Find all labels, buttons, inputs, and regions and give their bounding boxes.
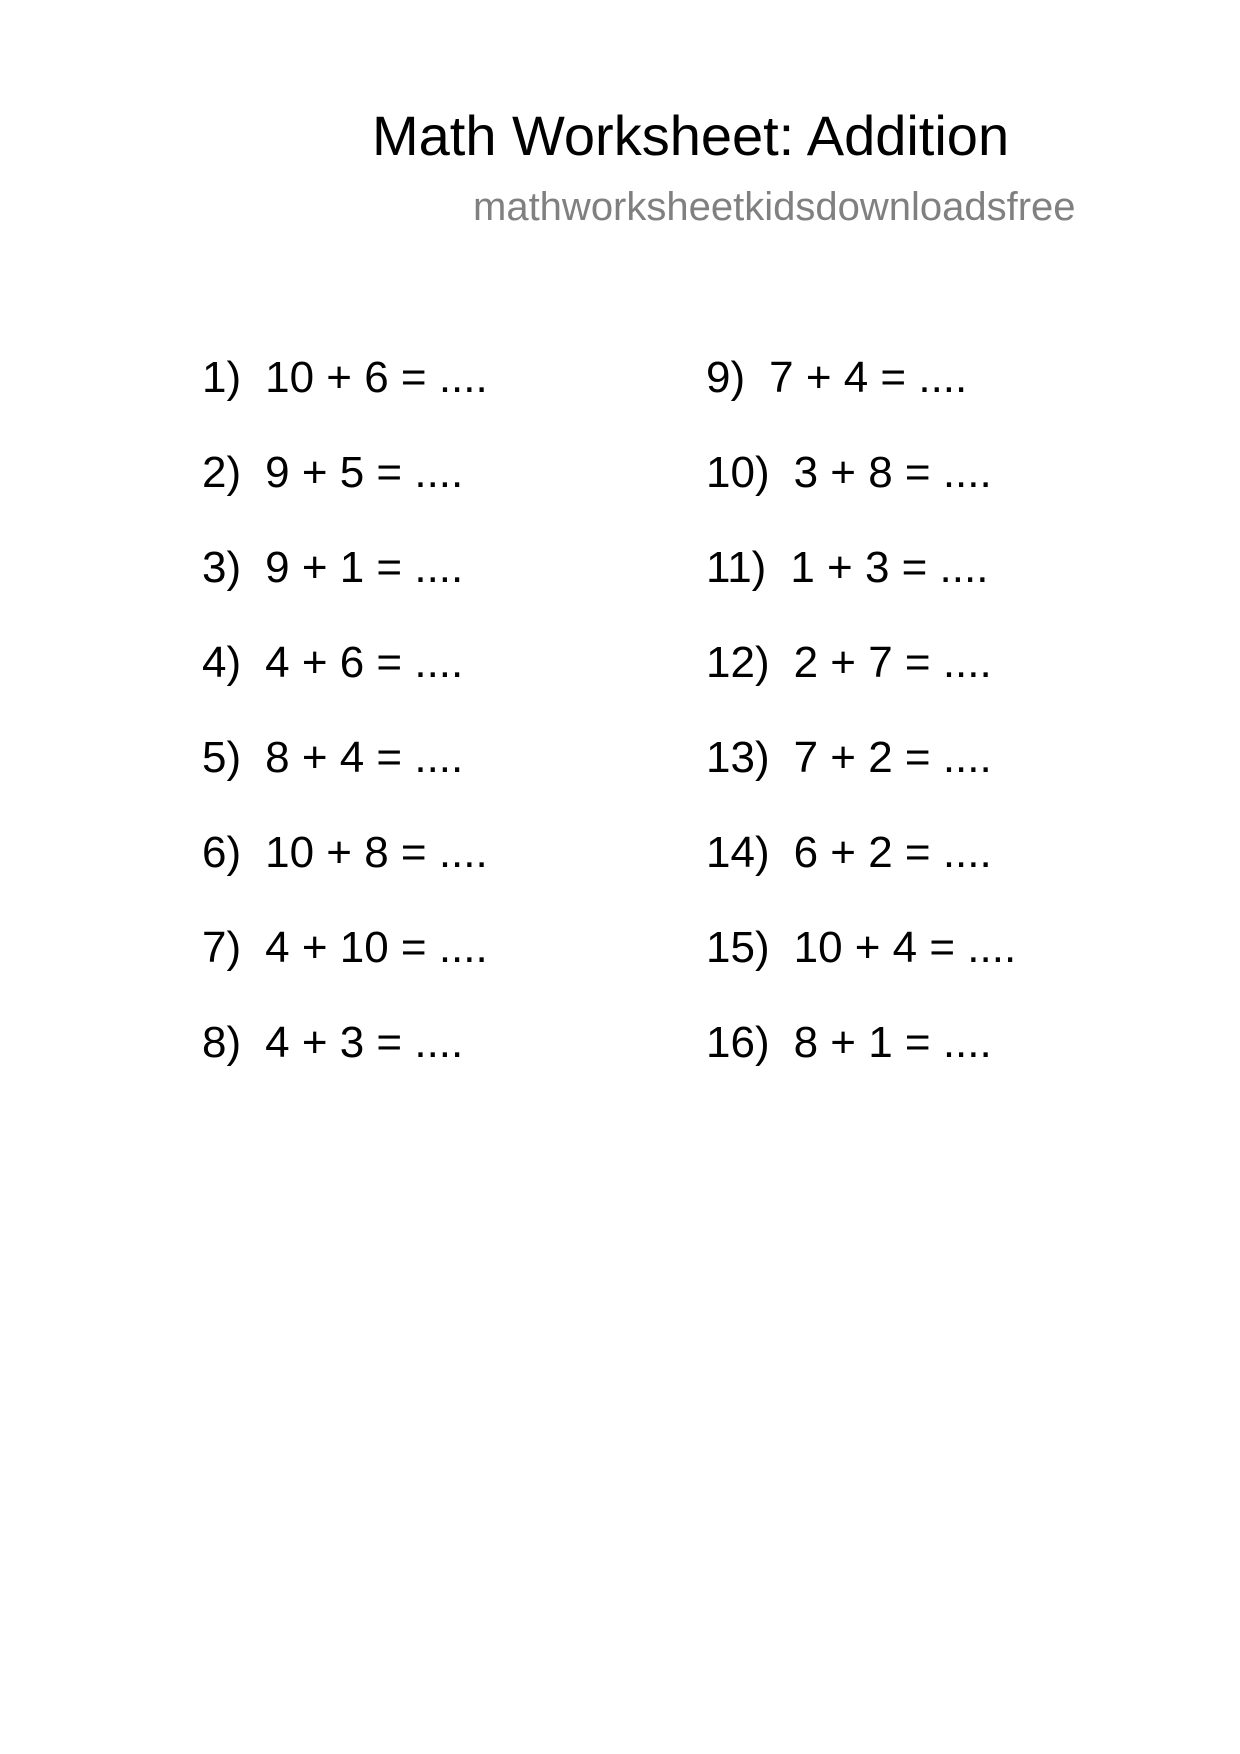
problem-item <box>202 348 488 443</box>
problem-number: 3) <box>202 543 242 592</box>
problem-expression: 3 + 8 = .... <box>793 448 992 497</box>
problem-item <box>202 918 488 1013</box>
problem-expression: 4 + 10 = .... <box>265 923 488 972</box>
problem-expression: 1 + 3 = .... <box>790 543 989 592</box>
problem-number: 12) <box>706 638 770 687</box>
problem-item <box>202 538 488 633</box>
problem-number: 7) <box>202 923 242 972</box>
problem-expression: 9 + 1 = .... <box>265 543 464 592</box>
page-title: Math Worksheet: Addition <box>372 104 1010 167</box>
problem-item <box>706 823 1016 918</box>
page-subtitle: mathworksheetkidsdownloadsfree <box>473 185 1076 229</box>
problem-item <box>706 538 1016 633</box>
problem-number: 8) <box>202 1018 242 1067</box>
problem-expression: 10 + 8 = .... <box>265 828 488 877</box>
problem-number: 15) <box>706 923 770 972</box>
problem-number: 2) <box>202 448 242 497</box>
problem-number: 5) <box>202 733 242 782</box>
problem-expression: 10 + 6 = .... <box>265 353 488 402</box>
problem-item <box>706 918 1016 1013</box>
problem-item <box>202 443 488 538</box>
problem-item <box>706 728 1016 823</box>
problem-item <box>706 348 1016 443</box>
problem-column-right <box>706 348 1016 1108</box>
problem-expression: 2 + 7 = .... <box>793 638 992 687</box>
problem-item <box>202 1013 488 1108</box>
problem-expression: 4 + 3 = .... <box>265 1018 464 1067</box>
problem-expression: 10 + 4 = .... <box>793 923 1017 972</box>
problem-number: 9) <box>706 353 746 402</box>
problem-item <box>202 728 488 823</box>
problem-expression: 8 + 4 = .... <box>265 733 464 782</box>
problem-number: 11) <box>706 543 767 592</box>
problem-expression: 7 + 4 = .... <box>769 353 968 402</box>
problem-expression: 8 + 1 = .... <box>793 1018 992 1067</box>
problem-expression: 6 + 2 = .... <box>793 828 992 877</box>
problem-column-left <box>202 348 488 1108</box>
problem-expression: 9 + 5 = .... <box>265 448 464 497</box>
problem-item <box>202 823 488 918</box>
problem-item <box>706 443 1016 538</box>
problem-number: 4) <box>202 638 242 687</box>
problem-number: 14) <box>706 828 770 877</box>
problem-number: 10) <box>706 448 770 497</box>
problem-item <box>706 1013 1016 1108</box>
problem-expression: 4 + 6 = .... <box>265 638 464 687</box>
problem-number: 16) <box>706 1018 770 1067</box>
problem-number: 6) <box>202 828 242 877</box>
problem-item <box>202 633 488 728</box>
problem-number: 13) <box>706 733 770 782</box>
problem-expression: 7 + 2 = .... <box>793 733 992 782</box>
problem-item <box>706 633 1016 728</box>
problem-number: 1) <box>202 353 242 402</box>
